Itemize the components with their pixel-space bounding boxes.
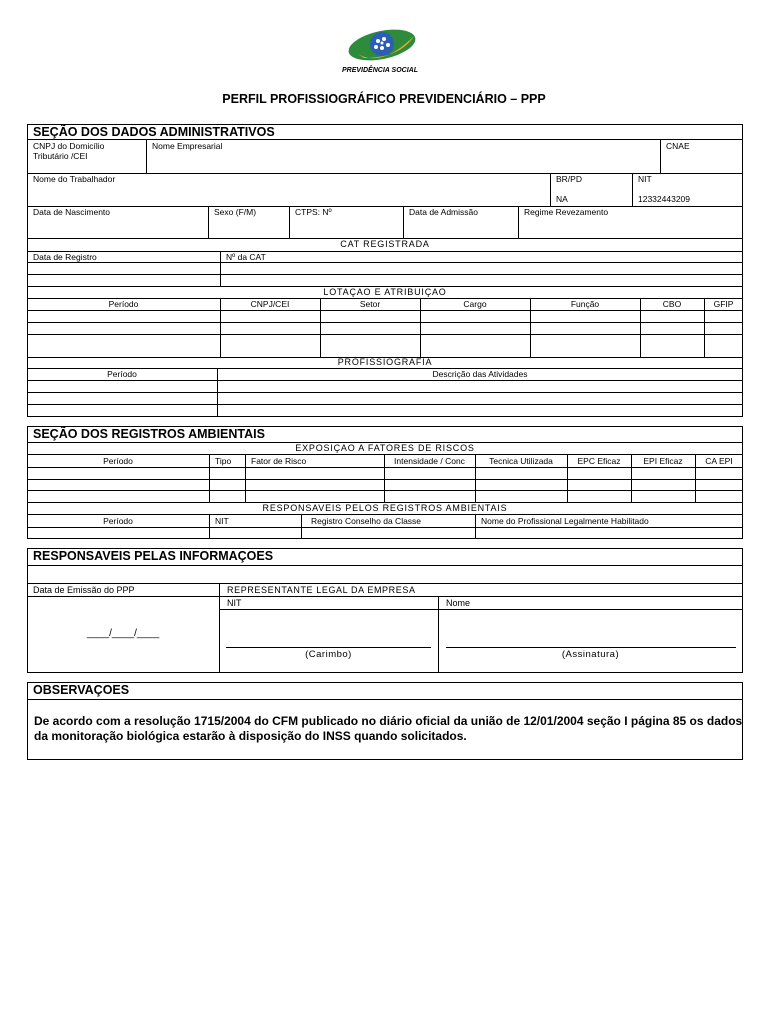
nome-trabalhador-label[interactable]: Nome do Trabalhador — [33, 174, 116, 184]
admin-section-title: SEÇÃO DOS DADOS ADMINISTRATIVOS — [33, 125, 275, 139]
observacoes-title: OBSERVAÇOES — [33, 683, 130, 697]
exposicao-col-epc: EPC Eficaz — [577, 456, 621, 466]
nit-label: NIT — [638, 174, 652, 184]
representante-label: REPRESENTANTE LEGAL DA EMPRESA — [227, 585, 416, 595]
lotacao-col-cnpj: CNPJ/CEI — [250, 299, 290, 309]
exposicao-col-epi: EPI Eficaz — [643, 456, 683, 466]
data-admissao-label[interactable]: Data de Admissão — [409, 207, 478, 217]
lotacao-band: LOTAÇAO E ATRIBUIÇAO — [323, 287, 447, 297]
previdencia-logo — [344, 24, 420, 66]
resp-col-nit: NIT — [215, 516, 229, 526]
exposicao-col-ca-epi: CA EPI — [705, 456, 733, 466]
carimbo-label[interactable]: (Carimbo) — [305, 649, 352, 660]
ambientais-section-title: SEÇÃO DOS REGISTROS AMBIENTAIS — [33, 427, 265, 441]
rep-nit-label[interactable]: NIT — [227, 598, 242, 608]
prof-col-descricao: Descrição das Atividades — [432, 369, 528, 379]
data-emissao-label: Data de Emissão do PPP — [33, 585, 135, 595]
profissiografia-band: PROFISSIOGRAFIA — [337, 357, 433, 367]
lotacao-col-funcao: Função — [570, 299, 600, 309]
form-title: PERFIL PROFISSIOGRÁFICO PREVIDENCIÁRIO – PPP — [222, 92, 546, 106]
responsaveis-ambientais-band: RESPONSAVEIS PELOS REGISTROS AMBIENTAIS — [262, 503, 508, 513]
assinatura-label[interactable]: (Assinatura) — [561, 649, 620, 660]
numero-cat-label[interactable]: Nº da CAT — [226, 252, 266, 262]
observacoes-text: De acordo com a resolução 1715/2004 do CFM publicado no diário oficial da união de 12/01/2004 seção I página 85 os dados da monitoração biológica estarão à disposição do INSS quando solicitados. — [34, 714, 743, 743]
cnpj-label: CNPJ do Domicílio — [33, 141, 105, 151]
informacoes-section-title: RESPONSAVEIS PELAS INFORMAÇOES — [33, 549, 274, 563]
exposicao-col-tipo: Tipo — [215, 456, 232, 466]
data-registro-label[interactable]: Data de Registro — [33, 252, 97, 262]
lotacao-col-cargo: Cargo — [463, 299, 487, 309]
lotacao-col-gfip: GFIP — [713, 299, 734, 309]
resp-col-nome: Nome do Profissional Legalmente Habilitado — [481, 516, 649, 526]
rep-nome-label[interactable]: Nome — [446, 598, 471, 608]
logo-caption: PREVIDÊNCIA SOCIAL — [342, 67, 418, 74]
cnae-label[interactable]: CNAE — [666, 141, 690, 151]
lotacao-col-periodo: Período — [108, 299, 139, 309]
exposicao-band: EXPOSIÇAO A FATORES DE RISCOS — [295, 443, 475, 453]
exposicao-col-periodo: Período — [103, 456, 133, 466]
exposicao-col-tecnica: Tecnica Utilizada — [489, 456, 553, 466]
br-pd-label: BR/PD — [556, 174, 582, 184]
ctps-label[interactable]: CTPS: Nº — [295, 207, 332, 217]
lotacao-col-setor: Setor — [359, 299, 381, 309]
exposicao-col-fator: Fator de Risco — [251, 456, 307, 466]
resp-col-periodo: Período — [103, 516, 133, 526]
nome-empresarial-label[interactable]: Nome Empresarial — [152, 141, 223, 151]
data-nascimento-label[interactable]: Data de Nascimento — [33, 207, 111, 217]
regime-revezamento-label[interactable]: Regime Revezamento — [524, 207, 609, 217]
nit-value[interactable]: 12332443209 — [638, 194, 691, 204]
cat-band: CAT REGISTRADA — [340, 239, 430, 249]
resp-col-registro: Registro Conselho da Classe — [310, 516, 422, 526]
sexo-label[interactable]: Sexo (F/M) — [214, 207, 257, 217]
cnpj-label-2: Tributário /CEI — [33, 151, 88, 161]
data-emissao-blank[interactable]: ____/____/____ — [86, 628, 160, 639]
lotacao-col-cbo: CBO — [662, 299, 682, 309]
prof-col-periodo: Período — [107, 369, 137, 379]
br-pd-value[interactable]: NA — [556, 194, 568, 204]
exposicao-col-intensidade: Intensidade / Conc — [394, 456, 465, 466]
